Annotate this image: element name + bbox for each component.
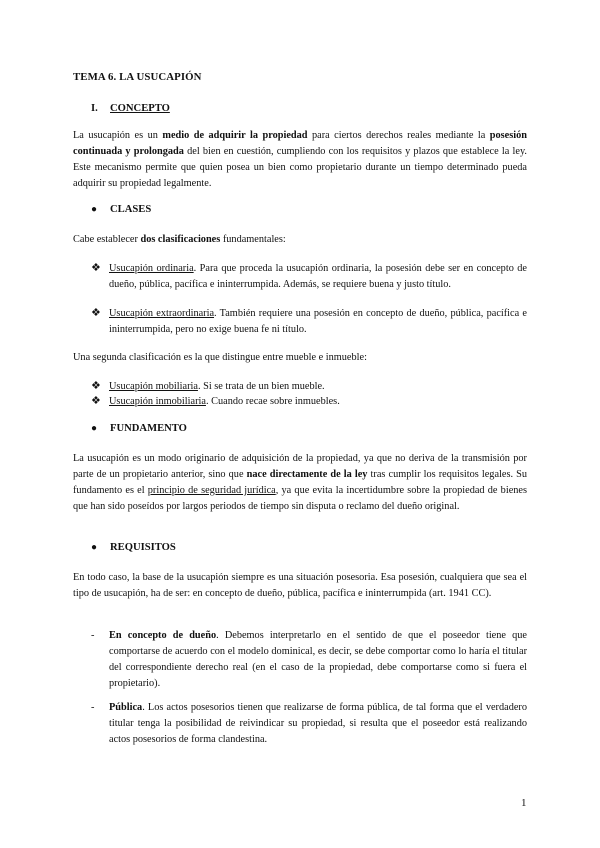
text-run: del bien en cuestión, cumpliendo con los requisitos y plazos que establece la ley. Este mecanismo permite que quien posea un bien como propietario durante un tiempo determinado pueda adquirir su propiedad legalmente. <box>73 146 527 189</box>
text-run: tras cumplir los requisitos legales. Su fundamento es el <box>73 469 528 496</box>
item-term: Usucapión mobiliaria <box>109 381 198 392</box>
page-number: 1 <box>521 797 527 809</box>
item-text: . Para que proceda la usucapión ordinaria, la posesión debe ser en concepto de dueño, pública, pacífica e ininterrumpida. Además, se requiere buena y justo título. <box>109 263 527 290</box>
bullet-icon: ● <box>91 542 98 553</box>
item-term: Usucapión inmobiliaria <box>109 396 206 407</box>
diamond-bullet-icon: ❖ <box>91 395 101 407</box>
list-item <box>91 379 527 395</box>
item-term: En concepto de dueño <box>109 630 217 641</box>
section-title: CONCEPTO <box>110 103 170 114</box>
underlined-term: principio de seguridad jurídica <box>147 485 276 496</box>
bullet-icon: ● <box>91 204 98 215</box>
bold-term: medio de adquirir la propiedad <box>162 130 308 141</box>
list-item <box>91 394 527 410</box>
clases-second-intro: Una segunda clasificación es la que distingue entre mueble e inmueble: <box>73 352 367 363</box>
item-text: . Si se trata de un bien mueble. <box>197 381 325 392</box>
dash-bullet-icon: - <box>91 630 95 641</box>
diamond-bullet-icon: ❖ <box>91 262 101 274</box>
concepto-paragraph <box>73 128 527 192</box>
requisitos-intro: En todo caso, la base de la usucapión siempre es una situación posesoria. Esa posesión, cualquiera que sea el tipo de usucapión, ha de ser: en concepto de dueño, pública, pacífica e ininterrumpida (art. 1941 CC). <box>73 572 527 599</box>
item-text: . Cuando recae sobre inmuebles. <box>205 396 340 407</box>
text-run: La usucapión es un modo originario de adquisición de la propiedad, ya que no deriva de la transmisión por parte de un propietario anterior, sino que <box>73 453 527 480</box>
bold-term: dos clasificaciones <box>140 234 221 245</box>
document-title: TEMA 6. LA USUCAPIÓN <box>73 71 202 83</box>
text-run: , ya que evita la incertidumbre sobre la propiedad de bienes que han sido poseídos por largos periodos de tiempo sin disputa o reclamo del dueño original. <box>73 485 527 512</box>
text-run: fundamentales: <box>220 234 286 245</box>
bold-term: posesión continuada y prolongada <box>73 130 527 157</box>
fundamento-paragraph <box>73 451 527 515</box>
list-item <box>91 628 527 692</box>
item-text: . Los actos posesorios tienen que realizarse de forma pública, de tal forma que el verdadero titular tenga la posibilidad de reivindicar su propiedad, si resulta que el poseedor está realizando actos posesorios de forma clandestina. <box>109 702 527 745</box>
list-item <box>91 306 527 337</box>
section-title: CLASES <box>110 204 152 215</box>
section-title: FUNDAMENTO <box>110 423 187 434</box>
bold-term: nace directamente de la ley <box>246 469 368 480</box>
clases-intro <box>73 232 527 248</box>
section-title: REQUISITOS <box>110 542 176 553</box>
item-text: . Debemos interpretarlo en el sentido de que el poseedor tiene que comportarse de acuerdo con el modelo dominical, es decir, se debe comportar como lo haría el titular del correspondiente derecho real (en el caso de la propiedad, debe comportarse como si fuera el propietario). <box>109 630 527 689</box>
text-run: La usucapión es un <box>73 130 163 141</box>
bullet-icon: ● <box>91 423 98 434</box>
item-text: . También requiere una posesión en concepto de dueño, pública, pacífica e ininterrumpida, pero no exige buena fe ni título. <box>109 308 527 335</box>
list-item <box>91 261 527 292</box>
text-run: para ciertos derechos reales mediante la <box>307 130 490 141</box>
section-number: I. <box>91 103 98 114</box>
item-term: Usucapión ordinaria <box>109 263 194 274</box>
diamond-bullet-icon: ❖ <box>91 380 101 392</box>
diamond-bullet-icon: ❖ <box>91 307 101 319</box>
dash-bullet-icon: - <box>91 702 95 713</box>
list-item <box>91 700 527 748</box>
text-run: Cabe establecer <box>73 234 141 245</box>
item-term: Usucapión extraordinaria <box>109 308 215 319</box>
item-term: Pública <box>109 702 143 713</box>
